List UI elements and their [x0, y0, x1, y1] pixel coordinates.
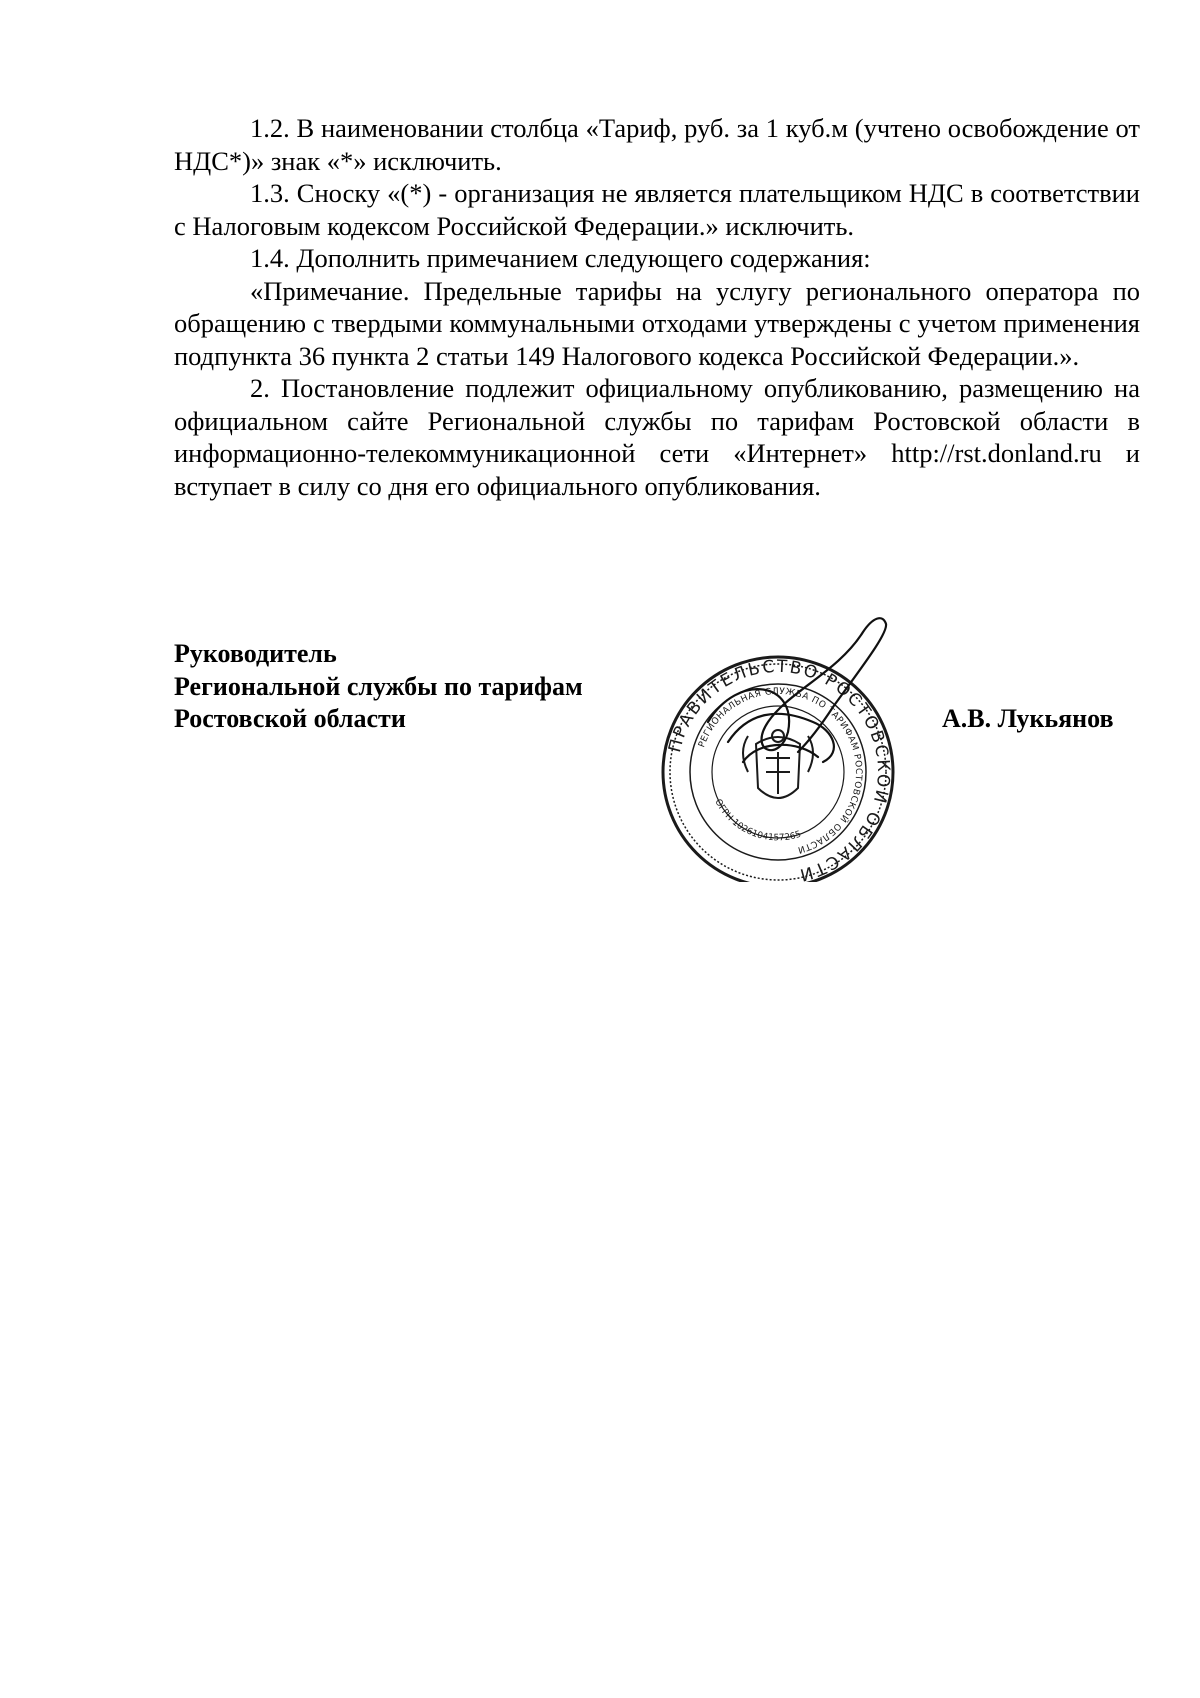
coat-of-arms-icon: [743, 730, 813, 798]
signatory-title-line-1: Руководитель: [174, 639, 337, 668]
seal-ogrn-text: ОГРН 1026104157265: [712, 797, 803, 844]
signatory-title-line-3: Ростовской области: [174, 704, 406, 733]
official-seal: [648, 612, 908, 882]
signatory-title: [174, 638, 583, 736]
seal-outer-text: ПРАВИТЕЛЬСТВО РОСТОВСКОЙ ОБЛАСТИ: [664, 656, 894, 882]
paragraph-2: 2. Постановление подлежит официальному опубликованию, размещению на официальном сайте Региональной службы по тарифам Ростовской области в информационно-телекоммуникационной сети «Интернет» http://rst.donland.ru и вступает в силу со дня его официального опубликования.: [174, 373, 1140, 501]
seal-inner-text: РЕГИОНАЛЬНАЯ СЛУЖБА ПО ТАРИФАМ РОСТОВСКОЙ ОБЛАСТИ: [697, 686, 864, 855]
svg-text:ОГРН 1026104157265: [712, 798, 802, 844]
paragraph-1-3: 1.3. Сноску «(*) - организация не является плательщиком НДС в соответствии с Налоговым кодексом Российской Федерации.» исключить.: [174, 178, 1140, 241]
signatory-name: А.В. Лукьянов: [942, 704, 1114, 733]
svg-text:РЕГИОНАЛЬНАЯ СЛУЖБА ПО ТАРИФАМ: [697, 687, 863, 855]
paragraph-1-2: 1.2. В наименовании столбца «Тариф, руб. за 1 куб.м (учтено освобождение от НДС*)» знак «*» исключить.: [174, 113, 1140, 176]
signatory-title-line-2: Региональной службы по тарифам: [174, 671, 583, 701]
paragraph-1-4: 1.4. Дополнить примечанием следующего содержания:: [250, 243, 871, 273]
paragraph-note: «Примечание. Предельные тарифы на услугу регионального оператора по обращению с твердыми коммунальными отходами утверждены с учетом применения подпункта 36 пункта 2 статьи 149 Налогового кодекса Российской Федерации.».: [174, 275, 1140, 371]
document-body: [174, 112, 1140, 502]
